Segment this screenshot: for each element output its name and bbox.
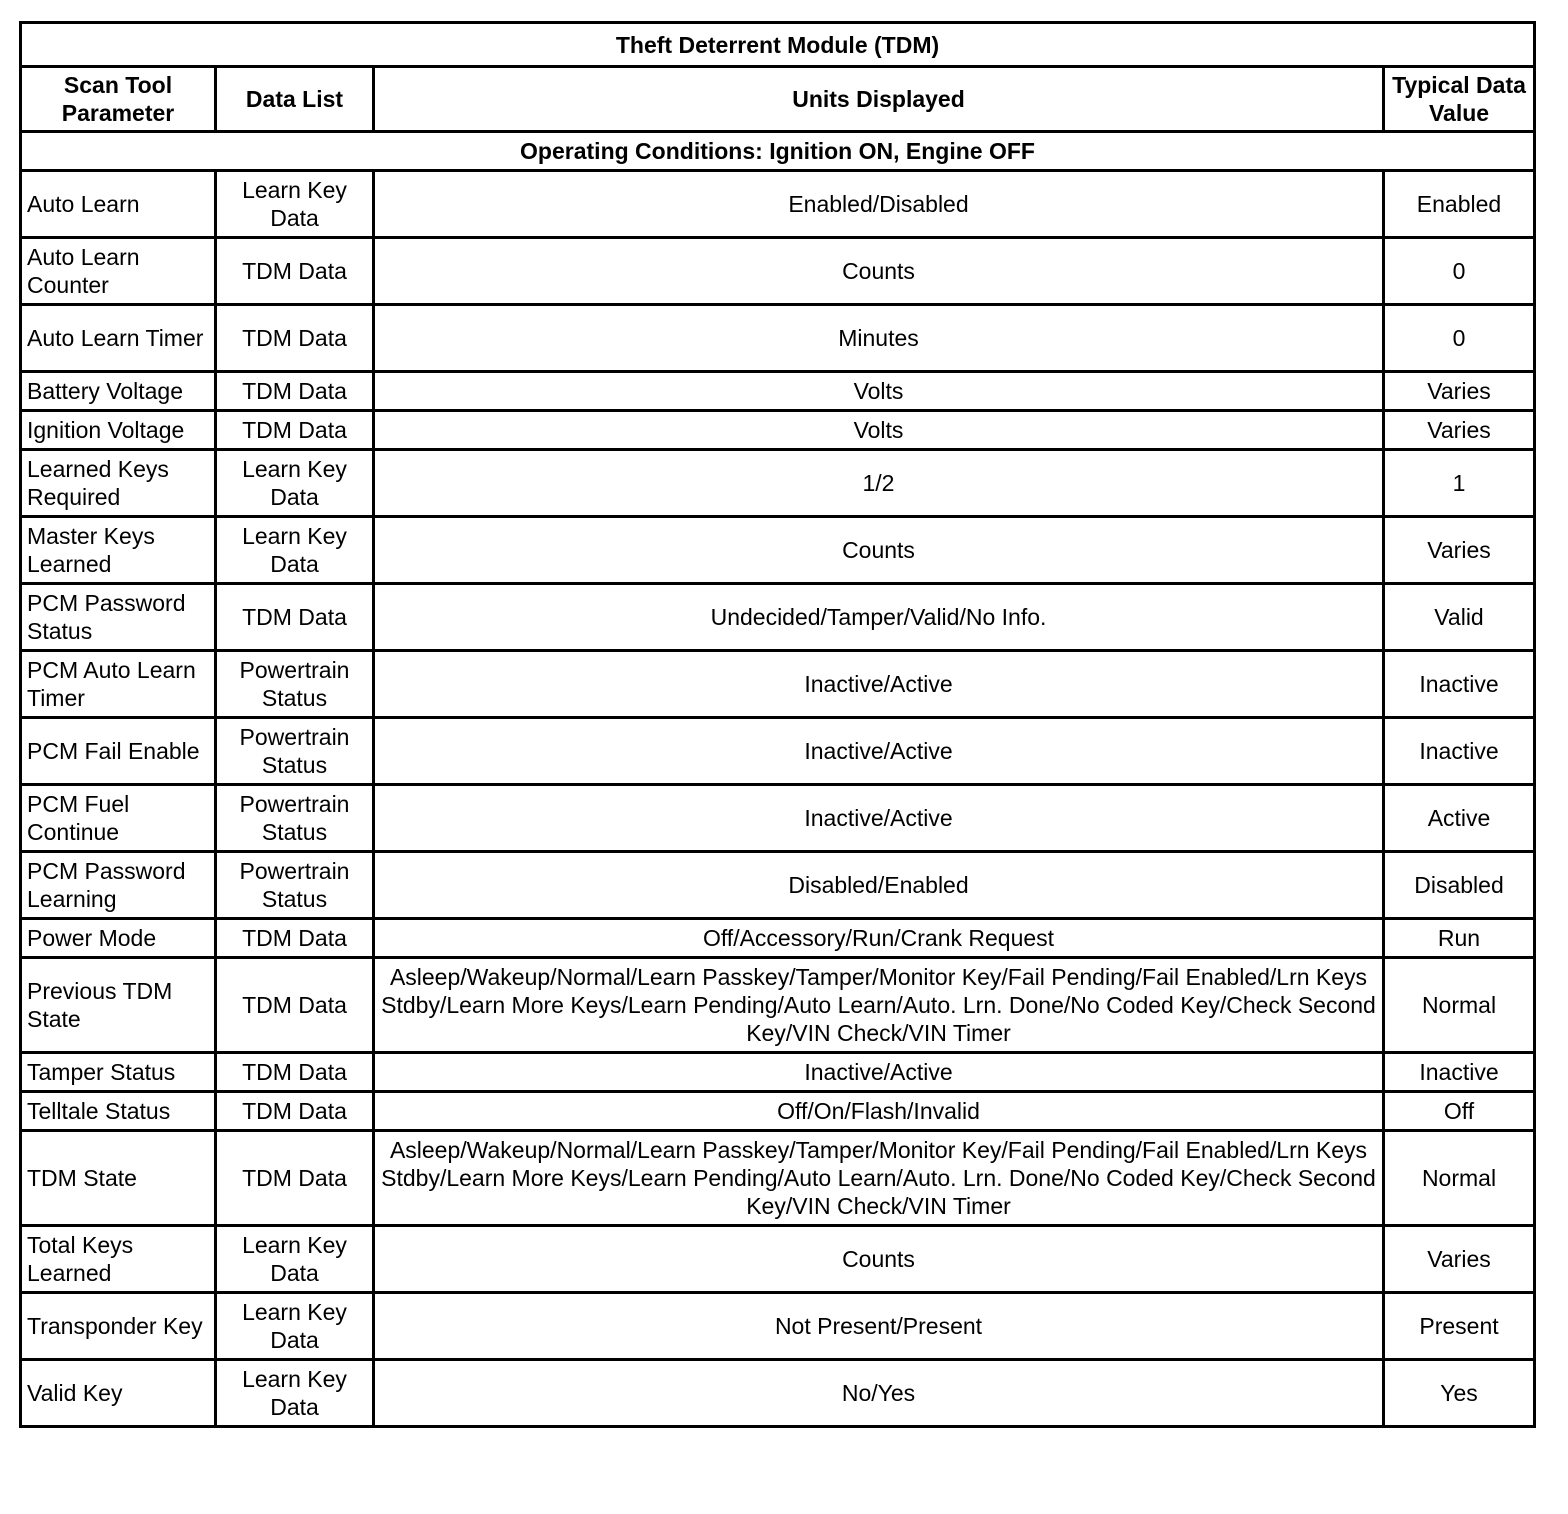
table-row	[21, 919, 1535, 958]
units-displayed-cell: Disabled/Enabled	[374, 852, 1384, 919]
data-list-cell: Learn Key Data	[216, 171, 374, 238]
units-displayed-cell: Volts	[374, 372, 1384, 411]
units-displayed-cell: Volts	[374, 411, 1384, 450]
table-row	[21, 517, 1535, 584]
typical-value-cell: Inactive	[1384, 718, 1535, 785]
parameter-cell: Previous TDM State	[21, 958, 216, 1053]
table-row	[21, 718, 1535, 785]
units-displayed-cell: Minutes	[374, 305, 1384, 372]
typical-value-cell: Inactive	[1384, 1053, 1535, 1092]
units-displayed-cell: Inactive/Active	[374, 651, 1384, 718]
units-displayed-cell: Not Present/Present	[374, 1293, 1384, 1360]
typical-value-cell: Varies	[1384, 517, 1535, 584]
data-list-cell: Learn Key Data	[216, 1360, 374, 1427]
data-list-cell: Learn Key Data	[216, 517, 374, 584]
parameter-cell: Auto Learn	[21, 171, 216, 238]
table-row	[21, 1131, 1535, 1226]
data-list-cell: Learn Key Data	[216, 1293, 374, 1360]
typical-value-cell: 0	[1384, 238, 1535, 305]
typical-value-cell: Off	[1384, 1092, 1535, 1131]
table-row	[21, 1360, 1535, 1427]
table-row	[21, 411, 1535, 450]
data-list-cell: Powertrain Status	[216, 852, 374, 919]
parameter-cell: Valid Key	[21, 1360, 216, 1427]
parameter-cell: Learned Keys Required	[21, 450, 216, 517]
parameter-cell: Power Mode	[21, 919, 216, 958]
typical-value-cell: Active	[1384, 785, 1535, 852]
typical-value-cell: Normal	[1384, 958, 1535, 1053]
header-typical-data-value: Typical Data Value	[1384, 67, 1535, 132]
data-list-cell: Powertrain Status	[216, 785, 374, 852]
table-row	[21, 651, 1535, 718]
parameter-cell: Battery Voltage	[21, 372, 216, 411]
data-list-cell: Powertrain Status	[216, 718, 374, 785]
data-list-cell: Powertrain Status	[216, 651, 374, 718]
data-list-cell: TDM Data	[216, 1053, 374, 1092]
typical-value-cell: Varies	[1384, 372, 1535, 411]
typical-value-cell: Disabled	[1384, 852, 1535, 919]
units-displayed-cell: Counts	[374, 517, 1384, 584]
table-row	[21, 852, 1535, 919]
table-row	[21, 450, 1535, 517]
table-row	[21, 785, 1535, 852]
typical-value-cell: Varies	[1384, 411, 1535, 450]
tdm-data-table	[19, 21, 1536, 1428]
typical-value-cell: Varies	[1384, 1226, 1535, 1293]
units-displayed-cell: Asleep/Wakeup/Normal/Learn Passkey/Tamper/Monitor Key/Fail Pending/Fail Enabled/Lrn Keys Stdby/Learn More Keys/Learn Pending/Auto Learn/Auto. Lrn. Done/No Coded Key/Check Second Key/VIN Check/VIN Timer	[374, 958, 1384, 1053]
units-displayed-cell: Off/Accessory/Run/Crank Request	[374, 919, 1384, 958]
data-list-cell: TDM Data	[216, 1092, 374, 1131]
table-row	[21, 1053, 1535, 1092]
units-displayed-cell: No/Yes	[374, 1360, 1384, 1427]
typical-value-cell: Normal	[1384, 1131, 1535, 1226]
data-list-cell: TDM Data	[216, 238, 374, 305]
units-displayed-cell: Off/On/Flash/Invalid	[374, 1092, 1384, 1131]
parameter-cell: Transponder Key	[21, 1293, 216, 1360]
typical-value-cell: Valid	[1384, 584, 1535, 651]
parameter-cell: Auto Learn Timer	[21, 305, 216, 372]
units-displayed-cell: Counts	[374, 1226, 1384, 1293]
table-row	[21, 238, 1535, 305]
typical-value-cell: Enabled	[1384, 171, 1535, 238]
table-row	[21, 305, 1535, 372]
table-row	[21, 584, 1535, 651]
data-list-cell: TDM Data	[216, 584, 374, 651]
units-displayed-cell: Inactive/Active	[374, 1053, 1384, 1092]
units-displayed-cell: Counts	[374, 238, 1384, 305]
typical-value-cell: Run	[1384, 919, 1535, 958]
parameter-cell: PCM Password Status	[21, 584, 216, 651]
parameter-cell: PCM Fuel Continue	[21, 785, 216, 852]
parameter-cell: Ignition Voltage	[21, 411, 216, 450]
typical-value-cell: 1	[1384, 450, 1535, 517]
data-list-cell: TDM Data	[216, 958, 374, 1053]
units-displayed-cell: Undecided/Tamper/Valid/No Info.	[374, 584, 1384, 651]
typical-value-cell: Yes	[1384, 1360, 1535, 1427]
units-displayed-cell: Enabled/Disabled	[374, 171, 1384, 238]
header-units-displayed: Units Displayed	[374, 67, 1384, 132]
parameter-cell: Master Keys Learned	[21, 517, 216, 584]
typical-value-cell: 0	[1384, 305, 1535, 372]
parameter-cell: PCM Fail Enable	[21, 718, 216, 785]
table-title: Theft Deterrent Module (TDM)	[21, 23, 1535, 67]
table-row	[21, 171, 1535, 238]
parameter-cell: Auto Learn Counter	[21, 238, 216, 305]
data-list-cell: TDM Data	[216, 305, 374, 372]
table-row	[21, 1092, 1535, 1131]
typical-value-cell: Present	[1384, 1293, 1535, 1360]
parameter-cell: Telltale Status	[21, 1092, 216, 1131]
table-row	[21, 1226, 1535, 1293]
parameter-cell: PCM Auto Learn Timer	[21, 651, 216, 718]
header-scan-tool-parameter: Scan Tool Parameter	[21, 67, 216, 132]
data-list-cell: TDM Data	[216, 372, 374, 411]
table-row	[21, 958, 1535, 1053]
data-list-cell: TDM Data	[216, 411, 374, 450]
units-displayed-cell: Asleep/Wakeup/Normal/Learn Passkey/Tamper/Monitor Key/Fail Pending/Fail Enabled/Lrn Keys Stdby/Learn More Keys/Learn Pending/Auto Learn/Auto. Lrn. Done/No Coded Key/Check Second Key/VIN Check/VIN Timer	[374, 1131, 1384, 1226]
header-data-list: Data List	[216, 67, 374, 132]
parameter-cell: Tamper Status	[21, 1053, 216, 1092]
data-list-cell: TDM Data	[216, 919, 374, 958]
units-displayed-cell: Inactive/Active	[374, 718, 1384, 785]
table-row	[21, 372, 1535, 411]
units-displayed-cell: Inactive/Active	[374, 785, 1384, 852]
operating-conditions-row: Operating Conditions: Ignition ON, Engine OFF	[21, 132, 1535, 171]
data-list-cell: Learn Key Data	[216, 450, 374, 517]
table-row	[21, 1293, 1535, 1360]
parameter-cell: TDM State	[21, 1131, 216, 1226]
parameter-cell: Total Keys Learned	[21, 1226, 216, 1293]
data-list-cell: Learn Key Data	[216, 1226, 374, 1293]
typical-value-cell: Inactive	[1384, 651, 1535, 718]
data-list-cell: TDM Data	[216, 1131, 374, 1226]
parameter-cell: PCM Password Learning	[21, 852, 216, 919]
units-displayed-cell: 1/2	[374, 450, 1384, 517]
